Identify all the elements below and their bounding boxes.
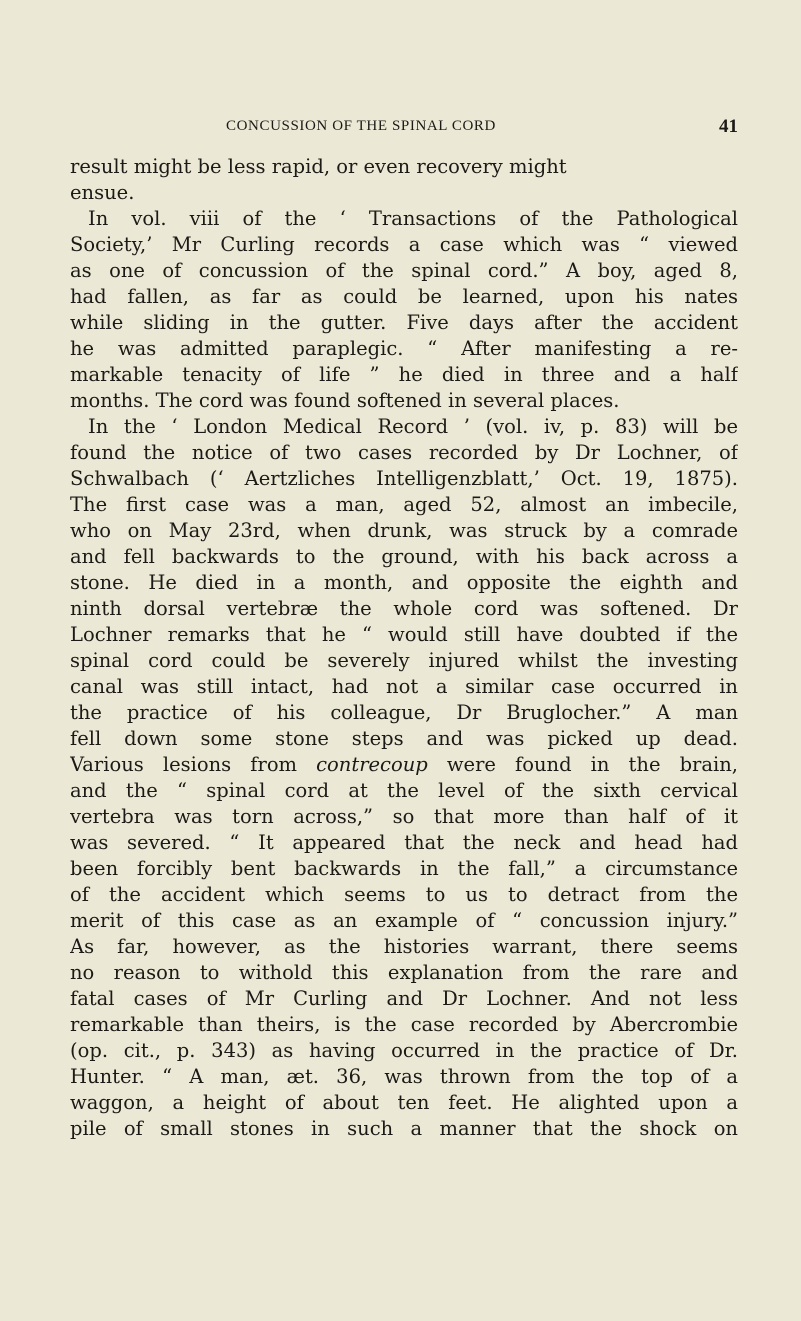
text-line: remarkable than theirs, is the case recorded by Abercrombie [70, 1013, 738, 1036]
text-line: Schwalbach (‘ Aertzliches Intelligenzblatt,’ Oct. 19, 1875). [70, 467, 738, 490]
text-line: the practice of his colleague, Dr Bruglocher.” A man [70, 701, 738, 724]
text-line: fatal cases of Mr Curling and Dr Lochner. And not less [70, 987, 738, 1010]
page-header [70, 116, 738, 140]
text-line: result might be less rapid, or even recovery might [70, 155, 567, 178]
text-line: fell down some stone steps and was picked up dead. [70, 727, 738, 750]
text-line: In vol. viii of the ‘ Transactions of the Pathological [88, 207, 738, 230]
text-line: As far, however, as the histories warrant, there seems [70, 935, 738, 958]
italic-term: contrecoup [316, 753, 428, 776]
text-line: Society,’ Mr Curling records a case which was “ viewed [70, 233, 738, 256]
text-line: found the notice of two cases recorded by Dr Lochner, of [70, 441, 738, 464]
text-line: canal was still intact, had not a similar case occurred in [70, 675, 738, 698]
text-line: waggon, a height of about ten feet. He alighted upon a [70, 1091, 738, 1114]
page-number: 41 [719, 116, 738, 137]
text-line: no reason to withold this explanation from the rare and [70, 961, 738, 984]
text-line: who on May 23rd, when drunk, was struck by a comrade [70, 519, 738, 542]
text-run: were found in the brain, [427, 753, 738, 776]
text-line: (op. cit., p. 343) as having occurred in the practice of Dr. [70, 1039, 738, 1062]
text-line [70, 752, 738, 778]
text-line: been forcibly bent backwards in the fall,” a circumstance [70, 857, 738, 880]
text-line: ensue. [70, 181, 135, 204]
text-line: months. The cord was found softened in several places. [70, 389, 620, 412]
text-line: while sliding in the gutter. Five days after the accident [70, 311, 738, 334]
text-line: of the accident which seems to us to detract from the [70, 883, 738, 906]
text-line: pile of small stones in such a manner that the shock on [70, 1117, 738, 1140]
text-line: Lochner remarks that he “ would still have doubted if the [70, 623, 738, 646]
body-text [70, 154, 738, 1142]
text-line: spinal cord could be severely injured whilst the investing [70, 649, 738, 672]
text-line: ninth dorsal vertebræ the whole cord was softened. Dr [70, 597, 738, 620]
text-line: stone. He died in a month, and opposite the eighth and [70, 571, 738, 594]
text-run: Various lesions from [70, 753, 317, 776]
text-line: In the ‘ London Medical Record ’ (vol. iv, p. 83) will be [88, 415, 738, 438]
text-line: The first case was a man, aged 52, almost an imbecile, [70, 493, 738, 516]
text-line: merit of this case as an example of “ concussion injury.” [70, 909, 738, 932]
text-line: and fell backwards to the ground, with his back across a [70, 545, 738, 568]
text-line: had fallen, as far as could be learned, upon his nates [70, 285, 738, 308]
running-title: CONCUSSION OF THE SPINAL CORD [226, 118, 496, 134]
text-line: was severed. “ It appeared that the neck and head had [70, 831, 738, 854]
text-line: he was admitted paraplegic. “ After manifesting a re- [70, 337, 738, 360]
text-line: vertebra was torn across,” so that more than half of it [70, 805, 738, 828]
text-line: and the “ spinal cord at the level of the sixth cervical [70, 779, 738, 802]
text-line: markable tenacity of life ” he died in three and a half [70, 363, 738, 386]
text-line: as one of concussion of the spinal cord.” A boy, aged 8, [70, 259, 738, 282]
text-line: Hunter. “ A man, æt. 36, was thrown from the top of a [70, 1065, 738, 1088]
